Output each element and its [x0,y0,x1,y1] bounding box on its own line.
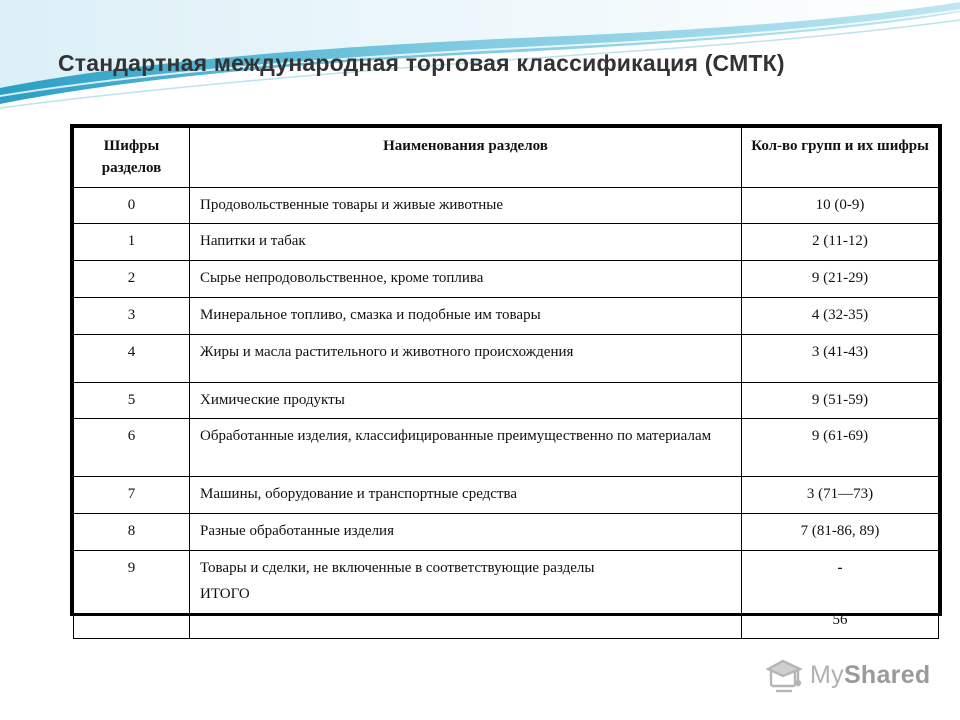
row-groups: 7 (81-86, 89) [742,514,939,551]
watermark-text-bold: Shared [843,660,931,689]
table-row-last [74,550,939,639]
row-name-cell [190,550,742,639]
row-name: Напитки и табак [190,224,742,261]
table-row [74,419,939,477]
row-name: Минеральное топливо, смазка и подобные им товары [190,297,742,334]
row-name: Товары и сделки, не включенные в соответствующие разделы [200,559,595,576]
row-name: Сырье непродовольственное, кроме топлива [190,261,742,298]
row-groups: 9 (51-59) [742,382,939,419]
table-row [74,477,939,514]
table-row [74,187,939,224]
total-label: ИТОГО [200,585,250,602]
myshared-watermark [766,655,931,695]
row-groups-cell [742,550,939,639]
row-name: Разные обработанные изделия [190,514,742,551]
classification-table [70,124,942,628]
watermark-text-light: My [810,660,844,689]
row-groups: 9 (21-29) [742,261,939,298]
row-name: Химические продукты [190,382,742,419]
row-name: Продовольственные товары и живые животные [190,187,742,224]
row-code: 2 [74,261,190,298]
watermark-text [810,661,931,690]
header-names: Наименования разделов [190,128,742,188]
table-row [74,382,939,419]
slide-title: Стандартная международная торговая классификация (СМТК) [58,50,785,76]
table-row [74,224,939,261]
row-code: 9 [74,550,190,639]
table-row [74,514,939,551]
row-groups: 9 (61-69) [742,419,939,477]
row-code: 1 [74,224,190,261]
row-groups: - [837,559,843,576]
row-code: 4 [74,334,190,382]
mortarboard-icon [766,657,804,693]
row-groups: 4 (32-35) [742,297,939,334]
row-code: 8 [74,514,190,551]
row-code: 5 [74,382,190,419]
table-header-row [74,128,939,188]
row-groups: 3 (71—73) [742,477,939,514]
row-name: Машины, оборудование и транспортные средства [190,477,742,514]
header-codes: Шифры разделов [74,128,190,188]
table-row [74,334,939,382]
row-name: Обработанные изделия, классифицированные преимущественно по материалам [190,419,742,477]
row-name: Жиры и масла растительного и животного происхождения [190,334,742,382]
row-groups: 2 (11-12) [742,224,939,261]
row-groups: 3 (41-43) [742,334,939,382]
row-code: 6 [74,419,190,477]
table-row [74,261,939,298]
table-row [74,297,939,334]
row-code: 3 [74,297,190,334]
row-groups: 10 (0-9) [742,187,939,224]
row-code: 0 [74,187,190,224]
row-code: 7 [74,477,190,514]
header-groups: Кол-во групп и их шифры [742,128,939,188]
total-value: 56 [832,611,848,628]
